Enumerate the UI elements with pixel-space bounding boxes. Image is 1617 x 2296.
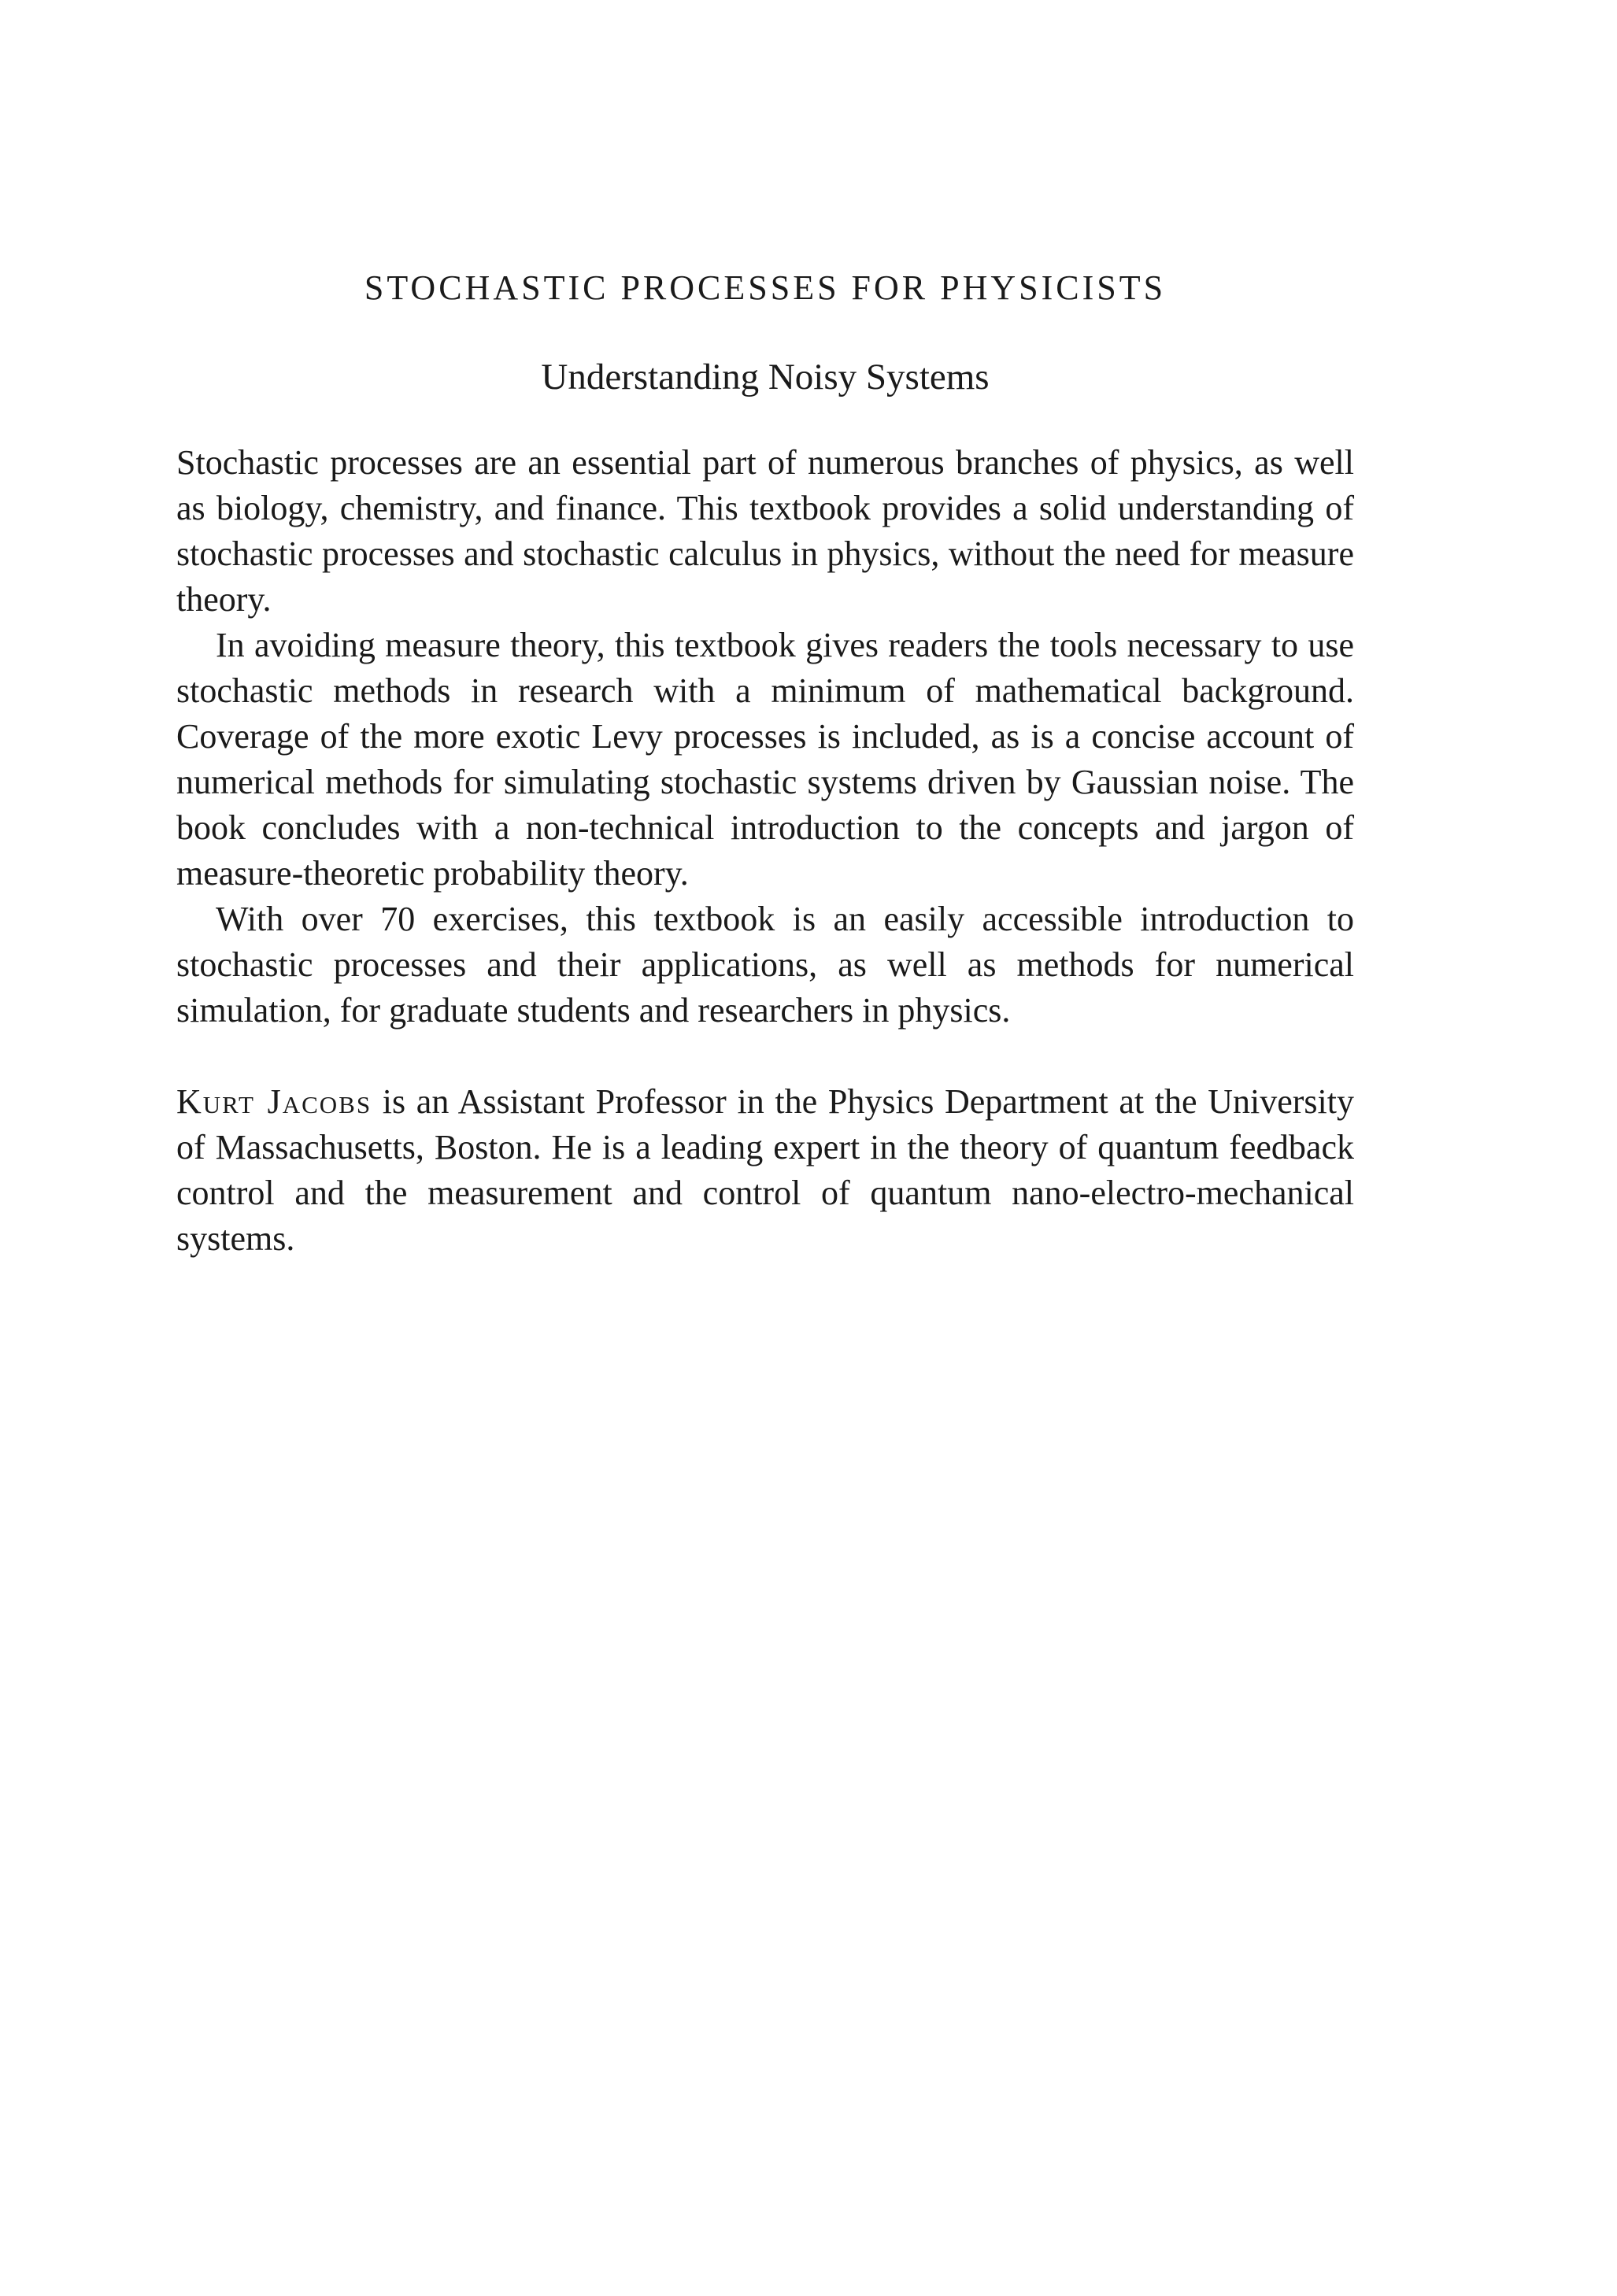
description-paragraph: In avoiding measure theory, this textbook gives readers the tools necessary to use stochastic methods in research with a minimum of mathematical background. Coverage of the more exotic Levy processes is included, as is a concise account of numerical methods for simulating stochastic systems driven by Gaussian noise. The book concludes with a non-technical introduction to the concepts and jargon of measure-theoretic probability theory. [176,626,1354,893]
author-name: Kurt Jacobs [176,1082,372,1122]
page-content [176,268,1354,1262]
description-paragraph: Stochastic processes are an essential part of numerous branches of physics, as well as biology, chemistry, and finance. This textbook provides a solid understanding of stochastic processes and stochastic calculus in physics, without the need for measure theory. [176,443,1354,619]
book-description [176,440,1354,1033]
author-bio-text: is an Assistant Professor in the Physics Department at the University of Massachusetts, Boston. He is a leading expert in the theory of quantum feedback control and the measurement and control of quantum nano-electro-mechanical systems. [176,1082,1354,1259]
description-paragraph: With over 70 exercises, this textbook is an easily accessible introduction to stochastic processes and their applications, as well as methods for numerical simulation, for graduate students and researchers in physics. [176,900,1354,1030]
author-bio [176,1079,1354,1262]
series-title: STOCHASTIC PROCESSES FOR PHYSICISTS [364,268,1167,307]
subtitle: Understanding Noisy Systems [541,356,990,397]
